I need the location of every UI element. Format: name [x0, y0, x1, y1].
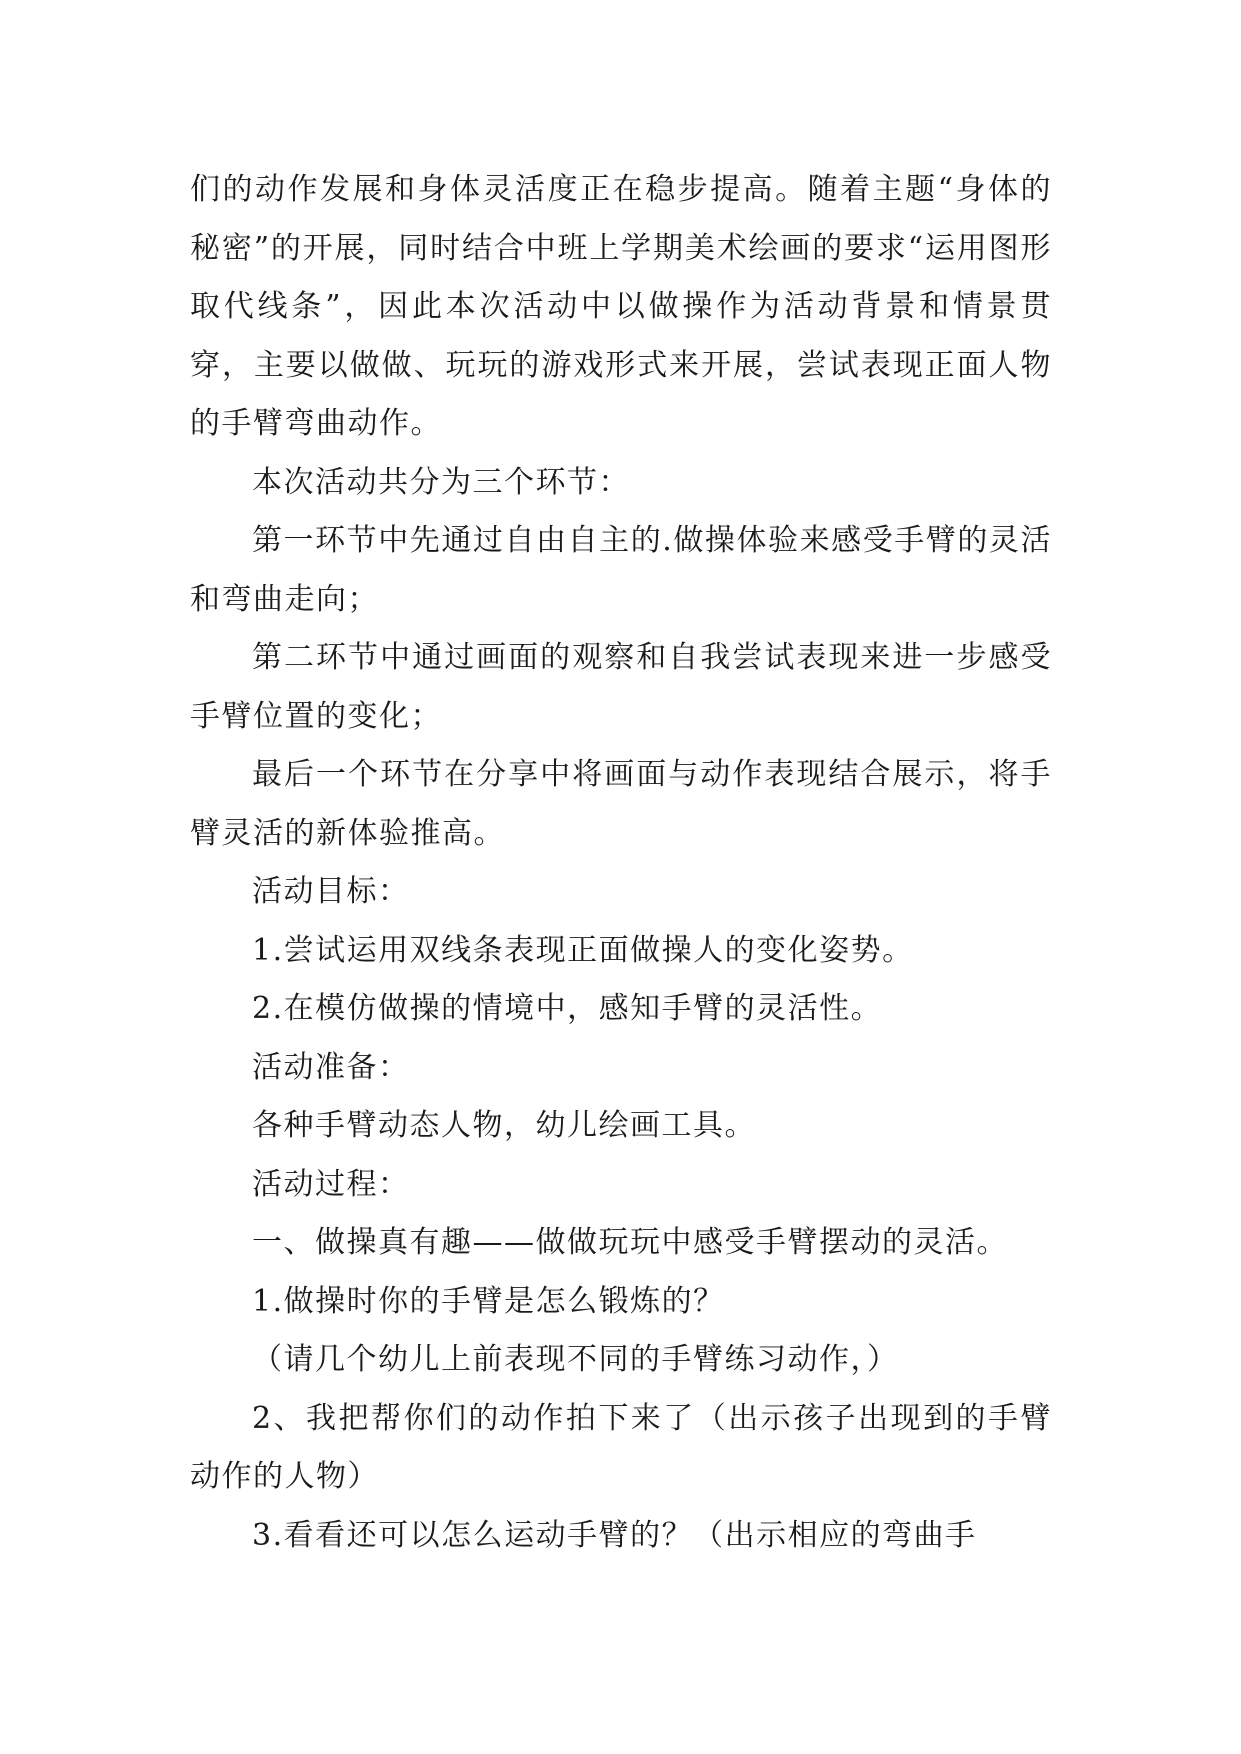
- paragraph-intro: 们的动作发展和身体灵活度正在稳步提高。随着主题“身体的秘密”的开展，同时结合中班上学期美术绘画的要求“运用图形取代线条”，因此本次活动中以做操作为活动背景和情景贯穿，主要以做做、玩玩的游戏形式来开展，尝试表现正面人物的手臂弯曲动作。: [190, 172, 1052, 441]
- goal-item-1: 1.尝试运用双线条表现正面做操人的变化姿势。: [252, 932, 914, 968]
- process-step-one-heading: 一、做操真有趣——做做玩玩中感受手臂摆动的灵活。: [252, 1225, 1008, 1260]
- heading-activity-process: 活动过程：: [252, 1166, 410, 1202]
- goal-item-2: 2.在模仿做操的情境中，感知手臂的灵活性。: [252, 991, 883, 1026]
- paragraph-sections-overview: 本次活动共分为三个环节：: [252, 464, 630, 500]
- process-item-3: 3.看看还可以怎么运动手臂的？（出示相应的弯曲手: [252, 1517, 977, 1553]
- paragraph-section-two: 第二环节中通过画面的观察和自我尝试表现来进一步感受手臂位置的变化；: [190, 640, 1052, 734]
- paragraph-section-one: 第一环节中先通过自由自主的.做操体验来感受手臂的灵活和弯曲走向；: [190, 523, 1052, 617]
- document-body: [190, 161, 1052, 1565]
- heading-activity-goals: 活动目标：: [252, 874, 410, 909]
- process-item-1-note: （请几个幼儿上前表现不同的手臂练习动作，）: [252, 1342, 899, 1377]
- preparation-text: 各种手臂动态人物，幼儿绘画工具。: [252, 1108, 756, 1143]
- paragraph-section-last: 最后一个环节在分享中将画面与动作表现结合展示，将手臂灵活的新体验推高。: [190, 757, 1052, 851]
- process-item-1: 1.做操时你的手臂是怎么锻炼的？: [252, 1283, 725, 1319]
- process-item-2: 2、我把帮你们的动作拍下来了（出示孩子出现到的手臂动作的人物）: [190, 1400, 1052, 1494]
- heading-activity-preparation: 活动准备：: [252, 1049, 410, 1085]
